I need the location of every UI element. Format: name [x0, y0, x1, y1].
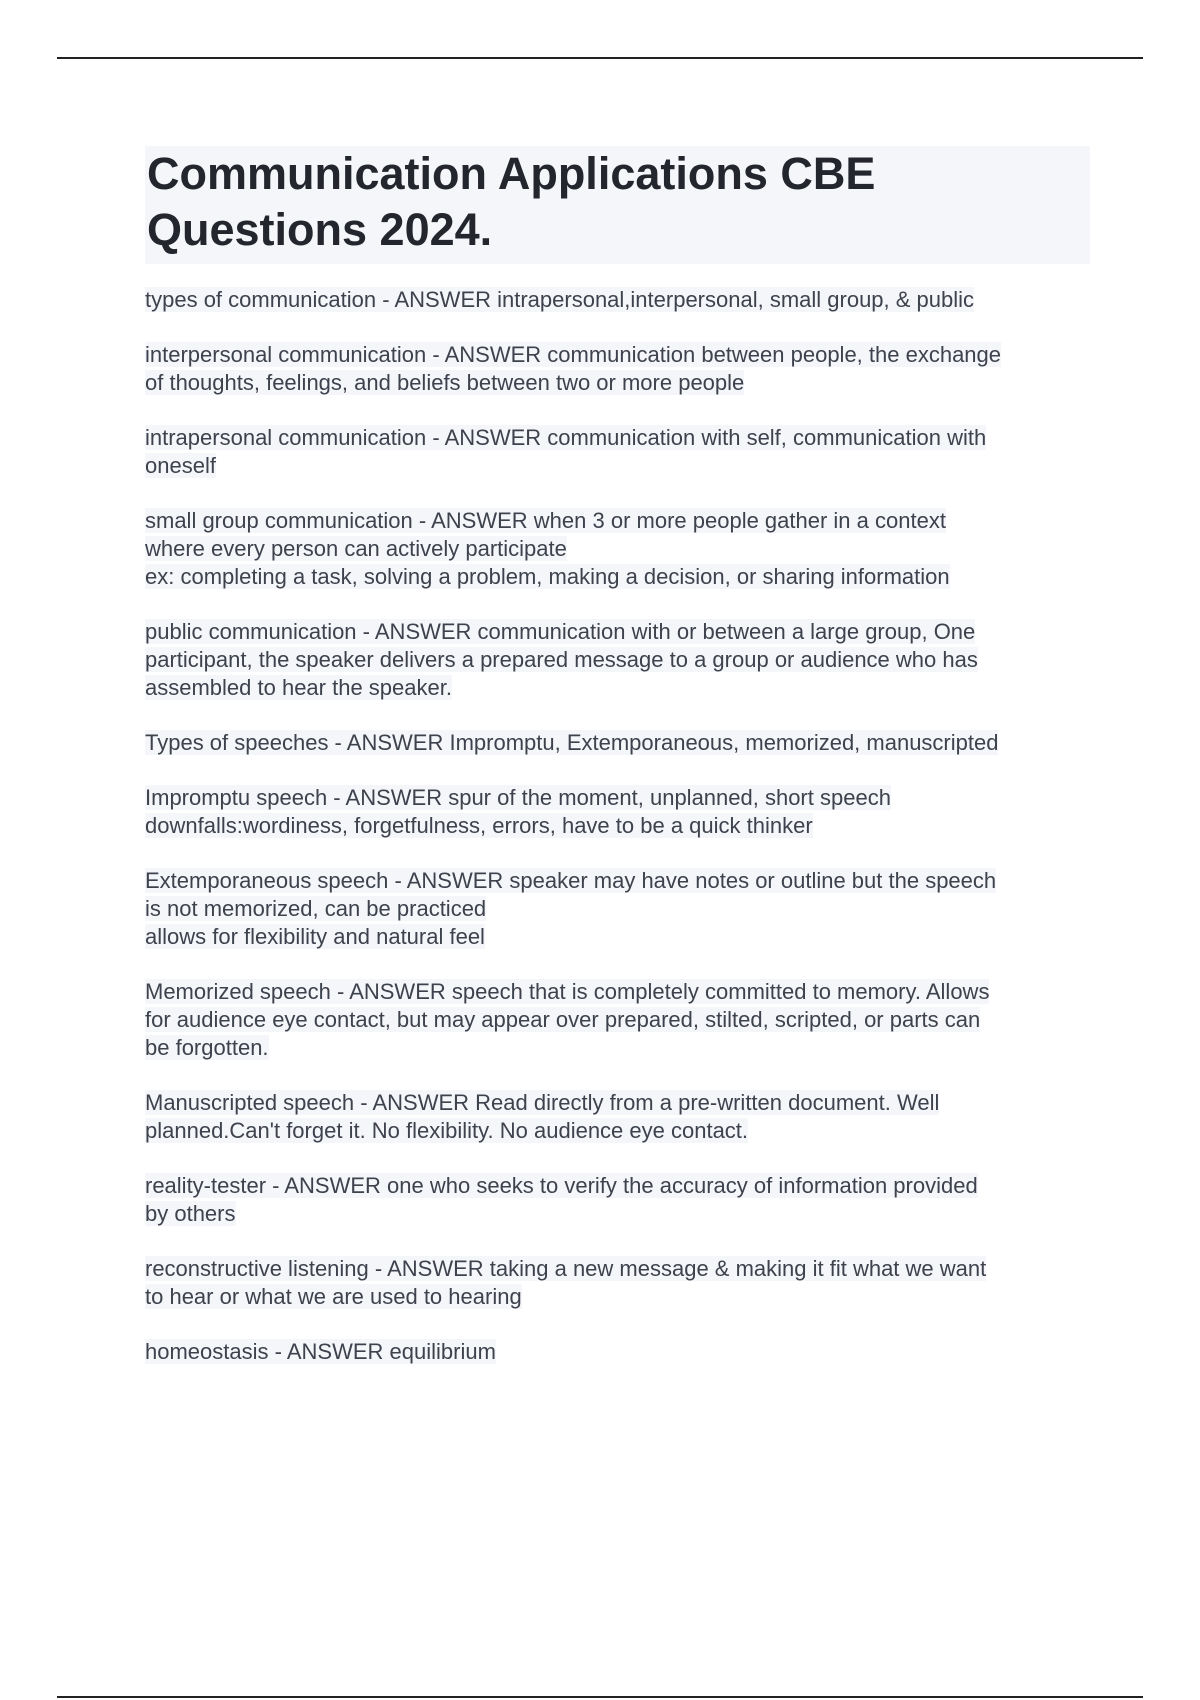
qa-item-line: [145, 1283, 1090, 1311]
qa-item-line: [145, 452, 1090, 480]
qa-item-line: [145, 369, 1090, 397]
qa-item-line: [145, 784, 1090, 812]
qa-item-text: Types of speeches - ANSWER Impromptu, Extemporaneous, memorized, manuscripted: [145, 730, 999, 755]
qa-item-line: [145, 1117, 1090, 1145]
page-title: [145, 146, 1090, 264]
document-body: [145, 146, 1090, 1393]
qa-item-text: Memorized speech - ANSWER speech that is completely committed to memory. Allows: [145, 979, 990, 1004]
qa-item-text: of thoughts, feelings, and beliefs between two or more people: [145, 370, 745, 395]
top-divider: [57, 57, 1143, 59]
qa-item-text: is not memorized, can be practiced: [145, 896, 487, 921]
qa-item-line: [145, 978, 1090, 1006]
qa-item-line: [145, 424, 1090, 452]
qa-item-text: small group communication - ANSWER when 3 or more people gather in a context: [145, 508, 946, 533]
qa-item-text: oneself: [145, 453, 216, 478]
qa-item-text: Extemporaneous speech - ANSWER speaker may have notes or outline but the speech: [145, 868, 997, 893]
qa-item-text: intrapersonal communication - ANSWER communication with self, communication with: [145, 425, 987, 450]
qa-item-text: reconstructive listening - ANSWER taking a new message & making it fit what we want: [145, 1256, 987, 1281]
qa-item-line: [145, 1172, 1090, 1200]
page-title-line-2: Questions 2024.: [147, 204, 493, 255]
qa-item-line: [145, 286, 1090, 314]
qa-item-text: interpersonal communication - ANSWER communication between people, the exchange: [145, 342, 1002, 367]
qa-item-line: [145, 507, 1090, 535]
qa-item: [145, 1089, 1090, 1145]
qa-item-line: [145, 895, 1090, 923]
qa-item: [145, 507, 1090, 591]
qa-item-line: [145, 1006, 1090, 1034]
qa-item: [145, 1172, 1090, 1228]
bottom-divider: [57, 1696, 1143, 1698]
qa-item: [145, 784, 1090, 840]
qa-item-text: ex: completing a task, solving a problem, making a decision, or sharing information: [145, 564, 950, 589]
qa-item-line: [145, 1089, 1090, 1117]
qa-item-text: homeostasis - ANSWER equilibrium: [145, 1339, 496, 1364]
qa-item-text: to hear or what we are used to hearing: [145, 1284, 522, 1309]
qa-item-text: allows for flexibility and natural feel: [145, 924, 485, 949]
qa-item-line: [145, 1338, 1090, 1366]
qa-item: [145, 1255, 1090, 1311]
qa-item-line: [145, 1200, 1090, 1228]
qa-item: [145, 286, 1090, 314]
qa-item: [145, 1338, 1090, 1366]
qa-item-text: where every person can actively participate: [145, 536, 567, 561]
qa-item-text: downfalls:wordiness, forgetfulness, errors, have to be a quick thinker: [145, 813, 813, 838]
qa-item-line: [145, 341, 1090, 369]
qa-item-line: [145, 1034, 1090, 1062]
qa-item: [145, 978, 1090, 1062]
qa-item-line: [145, 646, 1090, 674]
qa-item: [145, 867, 1090, 951]
qa-item-line: [145, 923, 1090, 951]
qa-item: [145, 341, 1090, 397]
page-title-line-1: Communication Applications CBE: [147, 148, 876, 199]
qa-item-line: [145, 729, 1090, 757]
qa-item-line: [145, 674, 1090, 702]
qa-item-line: [145, 1255, 1090, 1283]
qa-item-text: planned.Can't forget it. No flexibility. No audience eye contact.: [145, 1118, 749, 1143]
qa-item-text: for audience eye contact, but may appear over prepared, stilted, scripted, or parts can: [145, 1007, 981, 1032]
qa-list: [145, 286, 1090, 1366]
qa-item-text: assembled to hear the speaker.: [145, 675, 452, 700]
qa-item-line: [145, 867, 1090, 895]
qa-item-text: public communication - ANSWER communication with or between a large group, One: [145, 619, 976, 644]
qa-item-text: Impromptu speech - ANSWER spur of the moment, unplanned, short speech: [145, 785, 891, 810]
qa-item-line: [145, 812, 1090, 840]
qa-item-text: types of communication - ANSWER intrapersonal,interpersonal, small group, & public: [145, 287, 975, 312]
qa-item-line: [145, 563, 1090, 591]
qa-item-text: participant, the speaker delivers a prepared message to a group or audience who has: [145, 647, 978, 672]
qa-item-line: [145, 618, 1090, 646]
qa-item-text: by others: [145, 1201, 236, 1226]
qa-item-text: reality-tester - ANSWER one who seeks to verify the accuracy of information provided: [145, 1173, 978, 1198]
qa-item-line: [145, 535, 1090, 563]
qa-item: [145, 618, 1090, 702]
qa-item: [145, 729, 1090, 757]
qa-item-text: Manuscripted speech - ANSWER Read directly from a pre-written document. Well: [145, 1090, 940, 1115]
qa-item: [145, 424, 1090, 480]
qa-item-text: be forgotten.: [145, 1035, 269, 1060]
